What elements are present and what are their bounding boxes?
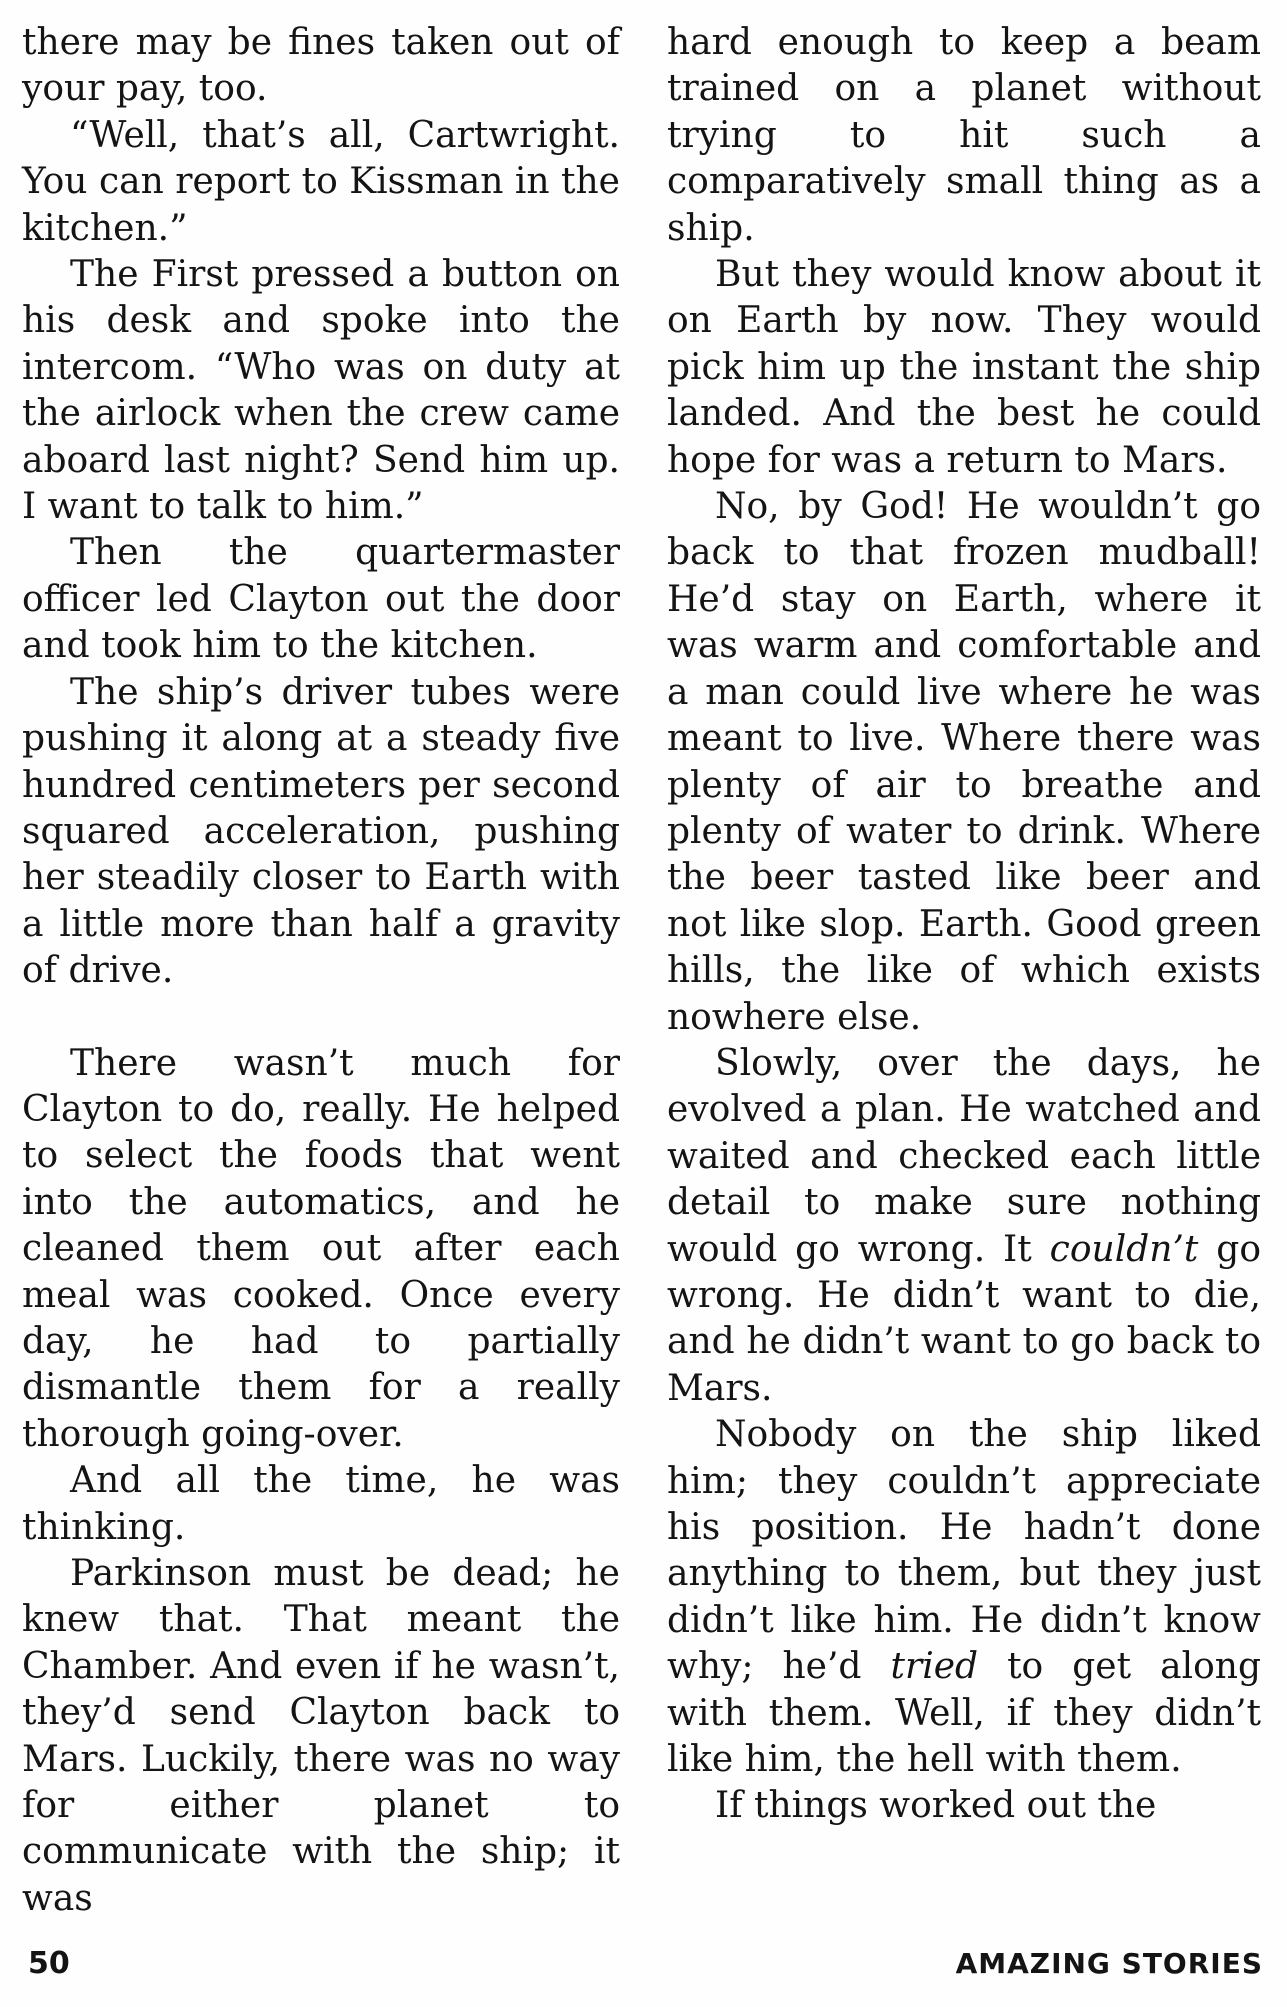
left-text-column (22, 20, 620, 1922)
right-text-column (667, 20, 1261, 1830)
magazine-title: AMAZING STORIES (955, 1947, 1263, 1980)
paragraph: If things worked out the (715, 1785, 1157, 1827)
paragraph: The ship’s driver tubes were pushing it along at a steady five hundred centimeters per second squared acceleration, pushing her steadily closer to Earth with a little more than half a gravity of drive. (22, 671, 620, 992)
text-run: Slowly, over the days, he evolved a plan. He watched and waited and checked each little detail to make sure nothing would go wrong. It (667, 1042, 1261, 1270)
paragraph: Then the quartermaster officer led Clayton out the door and took him to the kitchen. (22, 532, 620, 667)
text-run: go wrong. He didn’t want to die, and he didn’t want to go back to Mars. (667, 1228, 1261, 1409)
paragraph: hard enough to keep a beam trained on a planet without trying to hit such a comparatively small thing as a ship. (667, 22, 1261, 249)
paragraph: “Well, that’s all, Cartwright. You can report to Kissman in the kitchen.” (22, 114, 620, 249)
paragraph: No, by God! He wouldn’t go back to that frozen mudball! He’d stay on Earth, where it was warm and comfortable and a man could live where he was meant to live. Where there was plenty of air to breathe and plenty of water to drink. Where the beer tasted like beer and not like slop. Earth. Good green hills, the like of which exists nowhere else. (667, 486, 1261, 1038)
text-run: Nobody on the ship liked him; they couldn’t appreciate his position. He hadn’t done anything to them, but they just didn’t like him. He didn’t know why; he’d (667, 1414, 1261, 1688)
text-run: to get along with them. Well, if they didn’t like him, the hell with them. (667, 1646, 1261, 1781)
paragraph: There wasn’t much for Clayton to do, really. He helped to select the foods that went into the automatics, and he cleaned them out after each meal was cooked. Once every day, he had to partially dismantle them for a really thorough going-over. (22, 1042, 620, 1455)
page-number: 50 (28, 1946, 70, 1981)
paragraph: And all the time, he was thinking. (22, 1460, 620, 1548)
paragraph: The First pressed a button on his desk and spoke into the intercom. “Who was on duty at the airlock when the crew came aboard last night? Send him up. I want to talk to him.” (22, 254, 620, 528)
italic-text: couldn’t (1049, 1228, 1199, 1270)
paragraph (667, 1041, 1261, 1412)
paragraph (667, 1412, 1261, 1783)
paragraph: Parkinson must be dead; he knew that. That meant the Chamber. And even if he wasn’t, they’d send Clayton back to Mars. Luckily, there was no way for either planet to communicate with the ship; it was (22, 1553, 620, 1919)
paragraph: there may be fines taken out of your pay, too. (22, 22, 620, 110)
paragraph: But they would know about it on Earth by now. They would pick him up the instant the ship landed. And the best he could hope for was a return to Mars. (667, 254, 1261, 481)
italic-text: tried (890, 1646, 979, 1688)
